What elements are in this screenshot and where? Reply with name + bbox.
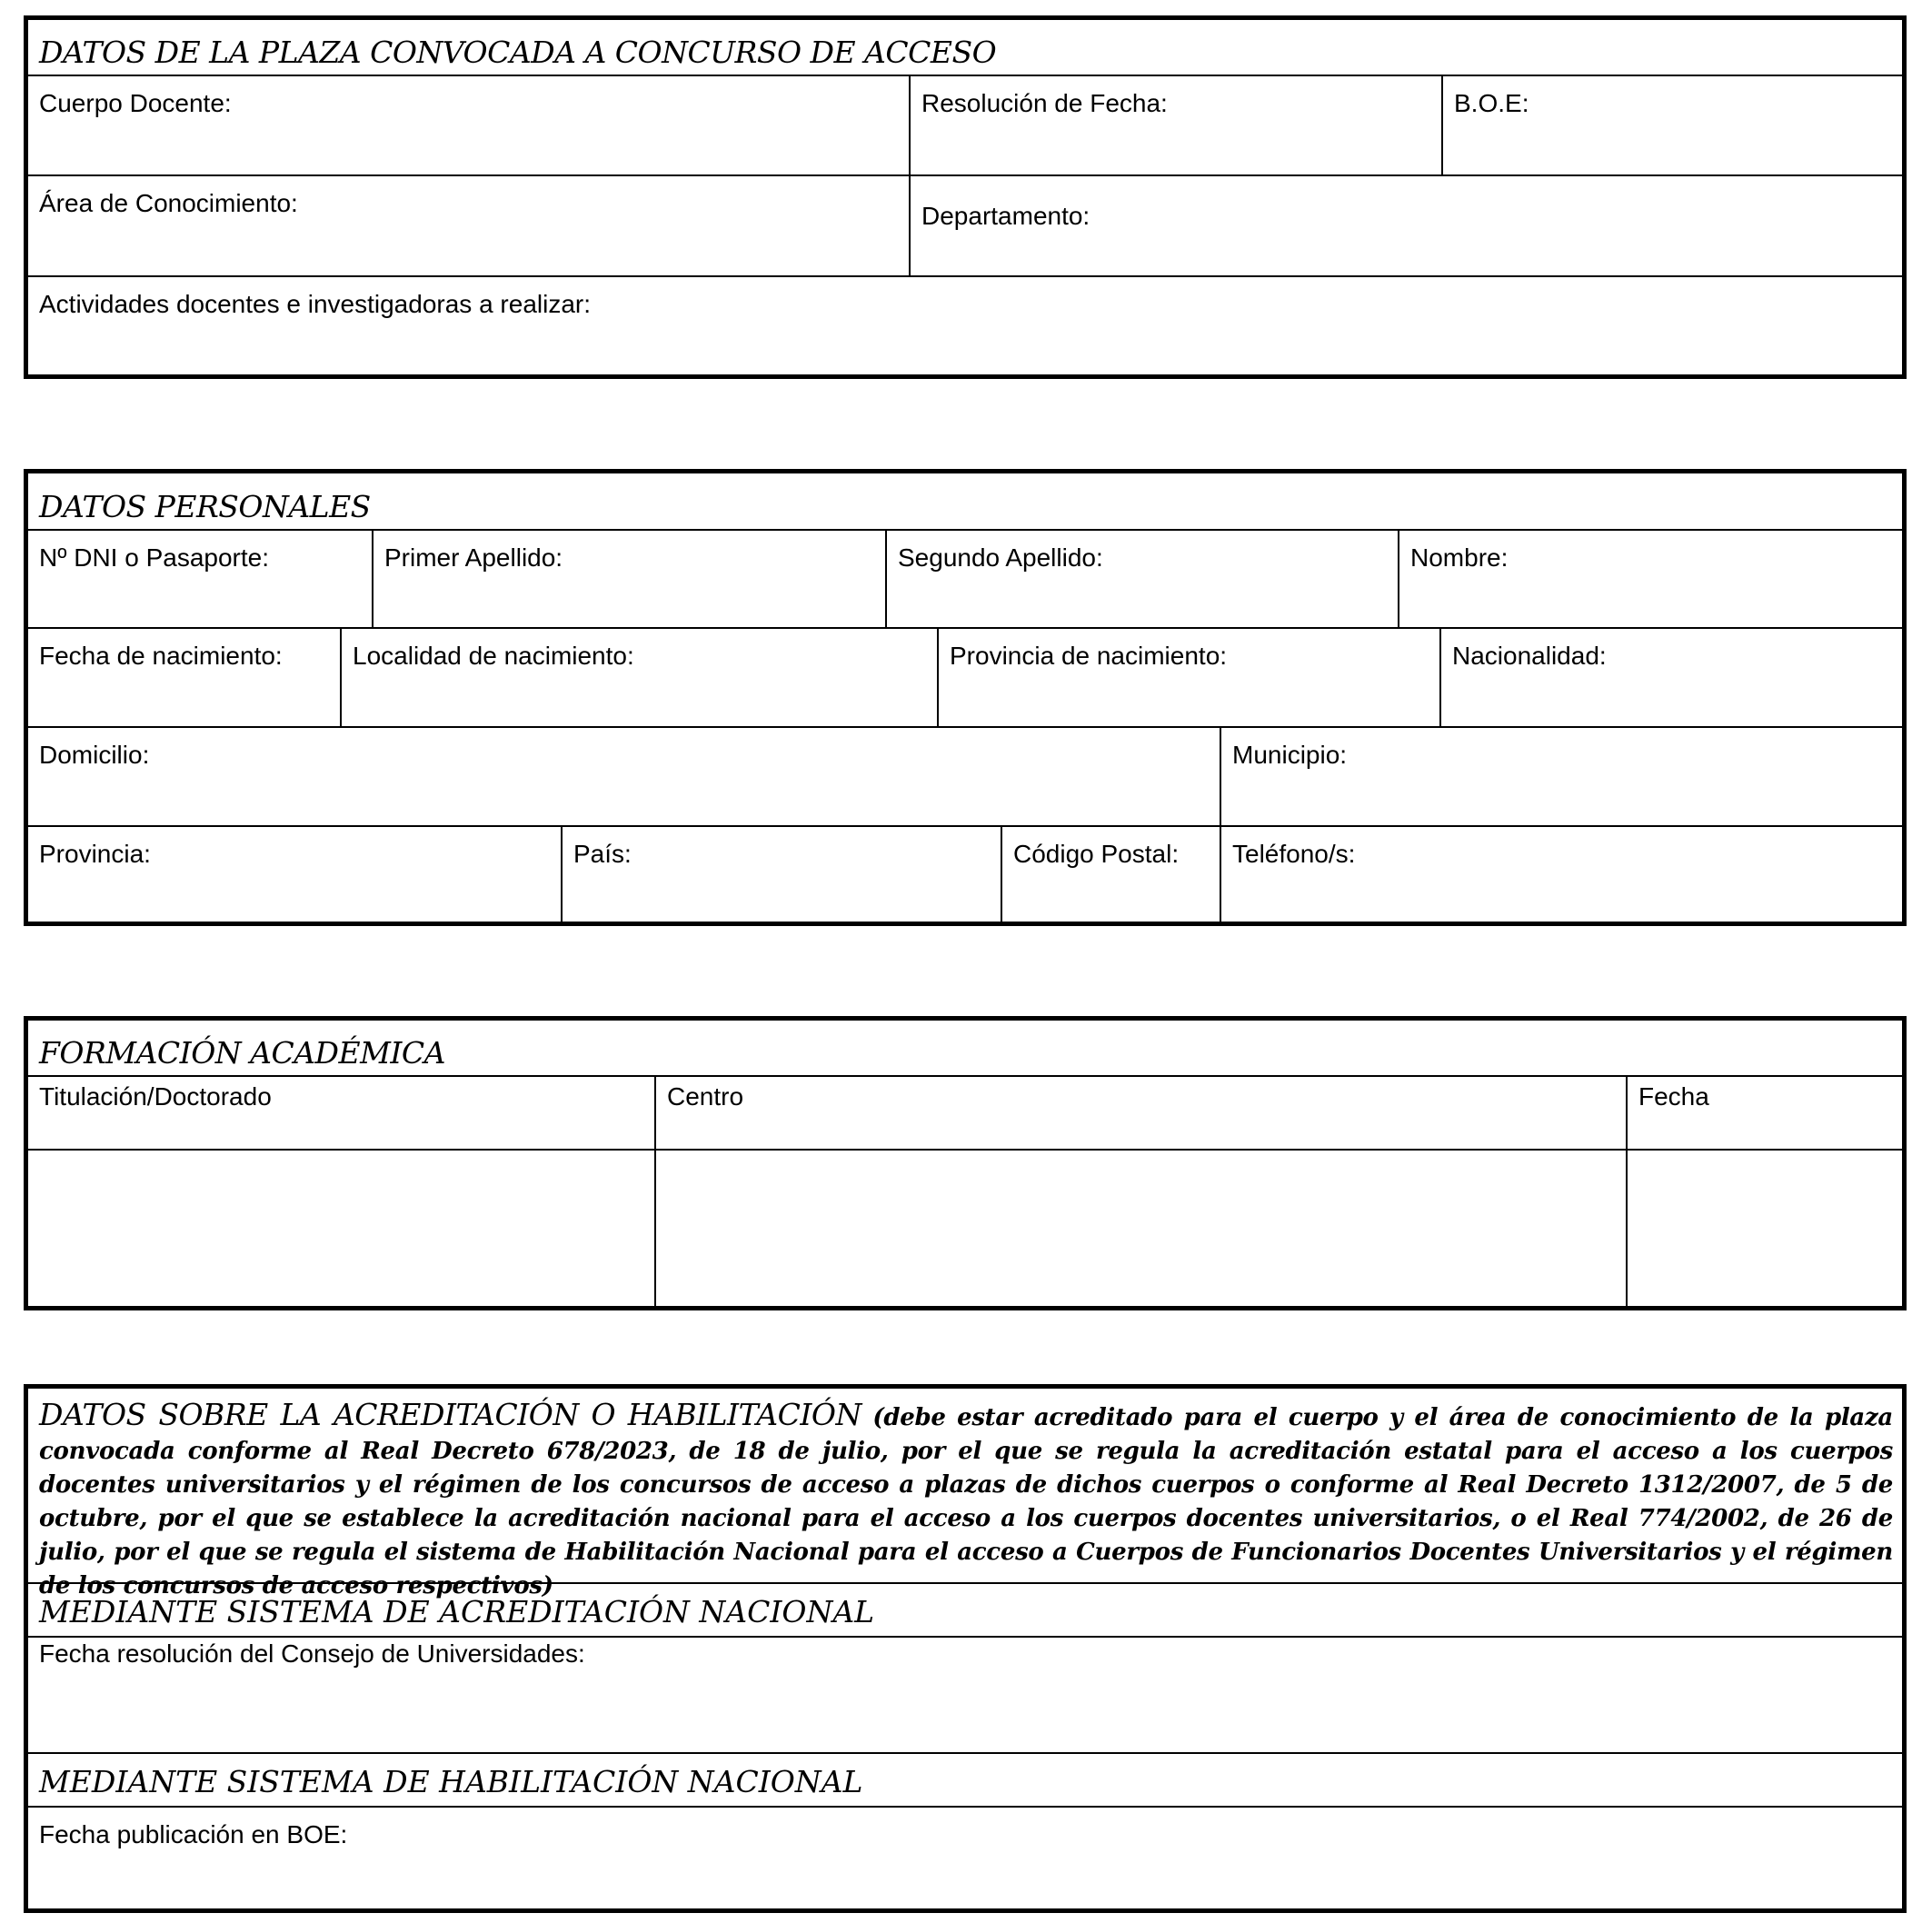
personales-row-2 [28,629,1902,728]
titulacion-column-header: Titulación/Doctorado [28,1077,656,1149]
segundo-apellido-field[interactable]: Segundo Apellido: [887,531,1399,627]
personales-row-4 [28,827,1902,922]
fecha-boe-field[interactable]: Fecha publicación en BOE: [39,1820,348,1848]
acreditacion-nacional-row [28,1638,1902,1754]
titulacion-input-cell[interactable] [28,1151,656,1306]
provincia-nacimiento-field[interactable]: Provincia de nacimiento: [939,629,1441,726]
fecha-input-cell[interactable] [1628,1151,1902,1306]
codigo-postal-field[interactable]: Código Postal: [1002,827,1221,922]
habilitacion-nacional-row [28,1808,1902,1908]
cuerpo-docente-field[interactable]: Cuerpo Docente: [28,76,911,174]
centro-input-cell[interactable] [656,1151,1628,1306]
acreditacion-section [24,1384,1907,1913]
habilitacion-nacional-subtitle: MEDIANTE SISTEMA DE HABILITACIÓN NACIONAL [28,1754,1902,1808]
personales-row-1 [28,531,1902,629]
formacion-section-title: FORMACIÓN ACADÉMICA [28,1021,1902,1077]
fecha-column-header: Fecha [1638,1082,1709,1111]
nombre-field[interactable]: Nombre: [1410,543,1509,572]
formacion-header-row [28,1077,1902,1151]
area-conocimiento-field[interactable]: Área de Conocimiento: [28,176,911,275]
centro-column-header: Centro [656,1077,1628,1149]
formacion-entry-row [28,1151,1902,1306]
plaza-row-1 [28,76,1902,176]
departamento-field[interactable]: Departamento: [921,202,1090,230]
personales-section [24,469,1907,926]
localidad-nacimiento-field[interactable]: Localidad de nacimiento: [342,629,939,726]
formacion-section [24,1016,1907,1310]
acreditacion-header [28,1389,1902,1599]
provincia-field[interactable]: Provincia: [28,827,563,922]
acreditacion-legal-note: (debe estar acreditado para el cuerpo y el área de conocimiento de la plaza convocada conforme al Real Decreto 678/2023, de 18 de julio, por el que se regula la acreditación estatal para el acceso a los cuerpos docentes universitarios y el régimen de los concursos de acceso a plazas de dichos cuerpos o conforme al Real Decreto 1312/2007, de 5 de octubre, por el que se establece la acreditación nacional para el acceso a los cuerpos docentes universitarios, o el Real 774/2002, de 26 de julio, por el que se regula el sistema de Habilitación Nacional para el acceso a Cuerpos de Funcionarios Docentes Universitarios y el régimen de los concursos de acceso respectivos) [39,1404,1893,1599]
fecha-consejo-field[interactable]: Fecha resolución del Consejo de Universidades: [39,1639,585,1668]
pais-field[interactable]: País: [563,827,1002,922]
municipio-field[interactable]: Municipio: [1232,741,1348,769]
personales-section-title: DATOS PERSONALES [28,473,1902,531]
primer-apellido-field[interactable]: Primer Apellido: [373,531,887,627]
resolucion-fecha-field[interactable]: Resolución de Fecha: [911,76,1443,174]
fecha-nacimiento-field[interactable]: Fecha de nacimiento: [28,629,342,726]
acreditacion-nacional-subtitle: MEDIANTE SISTEMA DE ACREDITACIÓN NACIONAL [28,1584,1902,1638]
plaza-section [24,15,1907,379]
plaza-row-2 [28,176,1902,277]
dni-field[interactable]: Nº DNI o Pasaporte: [28,531,373,627]
boe-field[interactable]: B.O.E: [1454,89,1529,117]
personales-row-3 [28,728,1902,827]
acreditacion-section-title: DATOS SOBRE LA ACREDITACIÓN O HABILITACIÓN [39,1397,861,1432]
plaza-section-title: DATOS DE LA PLAZA CONVOCADA A CONCURSO DE ACCESO [28,20,1902,76]
actividades-field[interactable]: Actividades docentes e investigadoras a realizar: [39,290,592,318]
telefono-field[interactable]: Teléfono/s: [1232,840,1356,868]
domicilio-field[interactable]: Domicilio: [28,728,1221,825]
nacionalidad-field[interactable]: Nacionalidad: [1452,642,1607,670]
plaza-row-3 [28,277,1902,374]
